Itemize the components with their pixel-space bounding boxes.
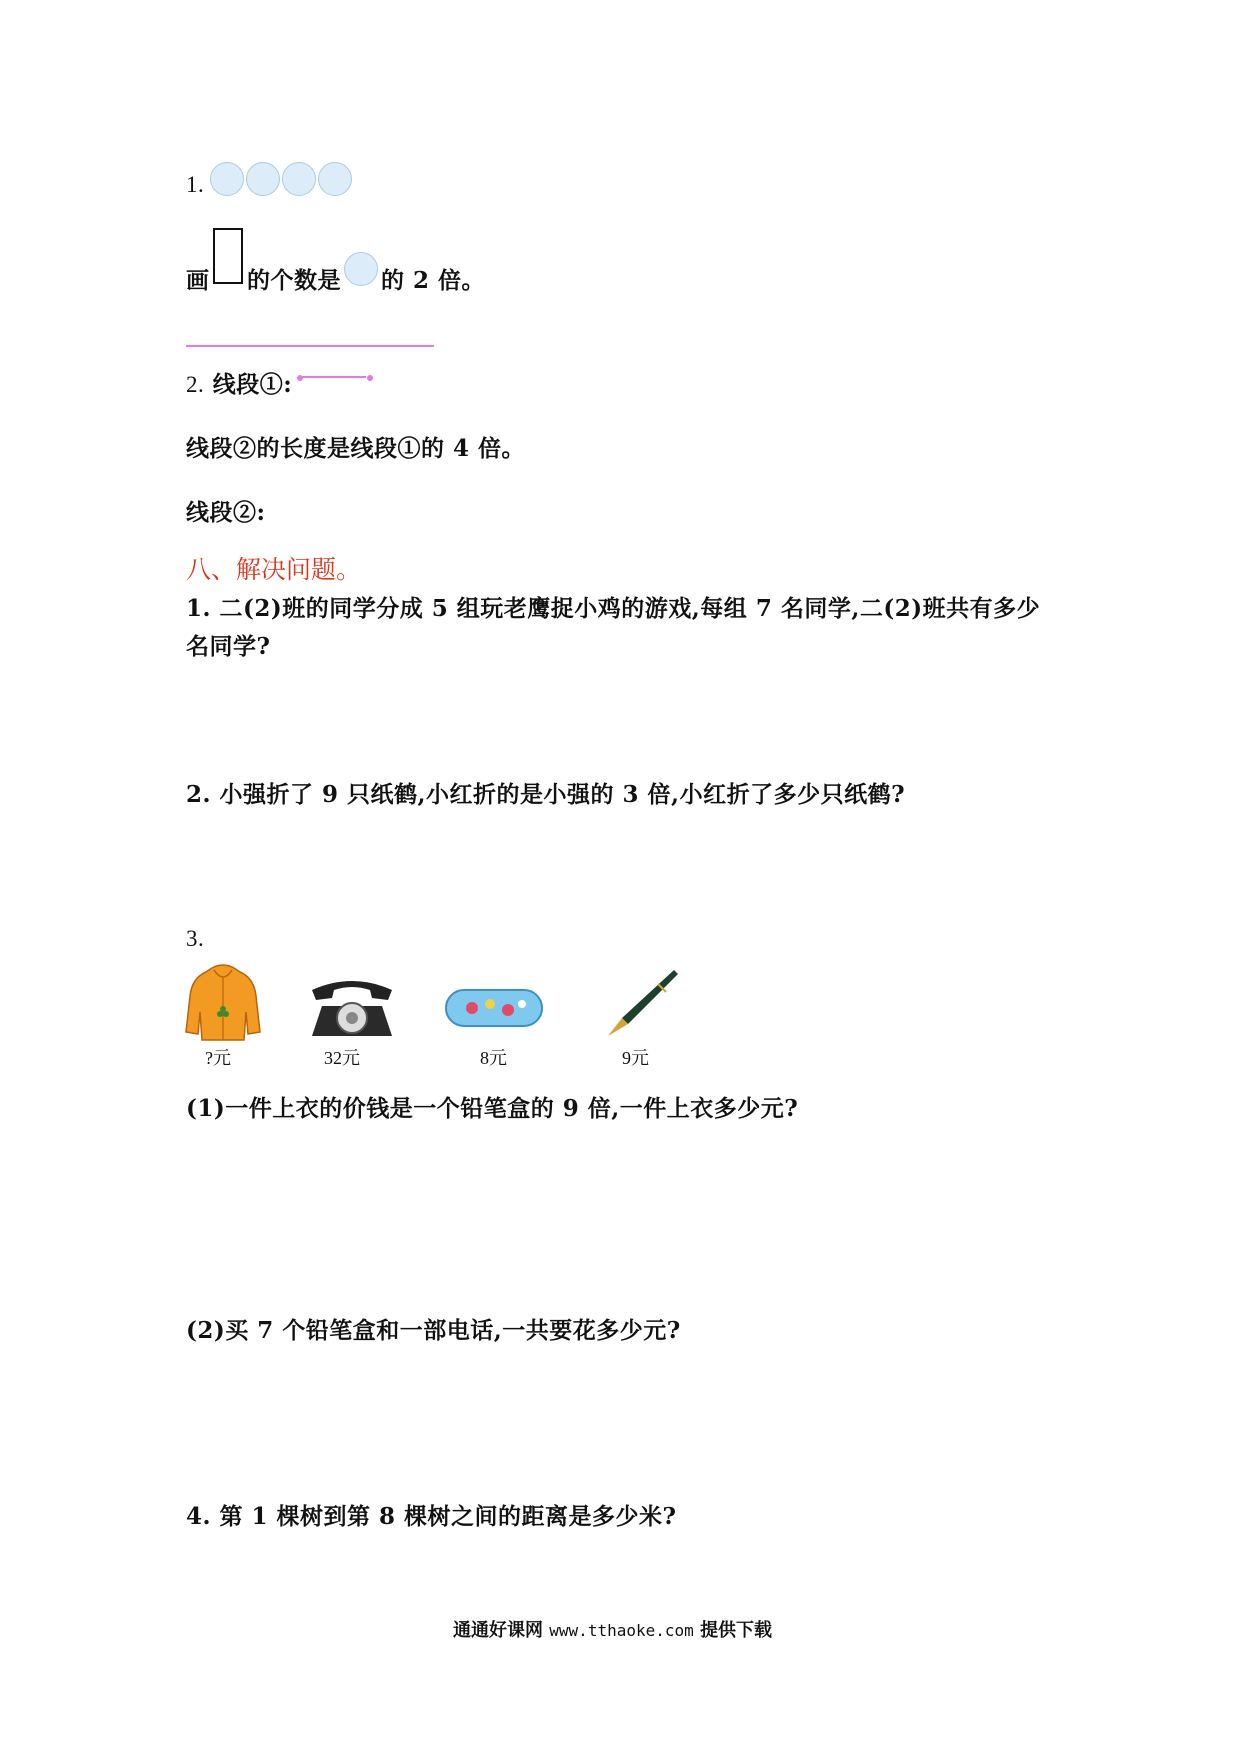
price-label: 9元: [622, 1048, 649, 1068]
q1-line-post: 的 2 倍。: [381, 267, 486, 294]
problem-3-sub-2: (2)买 7 个铅笔盒和一部电话,一共要花多少元?: [186, 1317, 681, 1344]
q2-segment2-label: 线段②:: [186, 499, 266, 526]
footer-suffix: 提供下载: [700, 1620, 773, 1641]
circle-shape: [318, 162, 352, 196]
q2-segment1-label: [186, 366, 292, 399]
section-heading: 八、解决问题。: [186, 555, 362, 584]
problem-3-number: 3.: [186, 926, 205, 951]
circle-shape: [282, 162, 316, 196]
segment-line: [302, 376, 366, 378]
pencil-box-icon: [444, 986, 544, 1030]
circle-shape: [246, 162, 280, 196]
q2-number: 2.: [186, 372, 205, 397]
circle-shape: [210, 162, 244, 196]
q1-number: 1.: [186, 172, 205, 197]
problem-1-line-1: 1. 二(2)班的同学分成 5 组玩老鹰捉小鸡的游戏,每组 7 名同学,二(2)班共有多少: [186, 595, 1041, 622]
segment1-label: 线段①:: [212, 371, 293, 398]
circle-shape: [344, 252, 378, 286]
footer-url[interactable]: www.tthaoke.com: [549, 1621, 694, 1640]
problem-3-sub-1: (1)一件上衣的价钱是一个铅笔盒的 9 倍,一件上衣多少元?: [186, 1095, 799, 1122]
footer-site: 通通好课网: [453, 1620, 543, 1641]
pen-icon: [598, 970, 682, 1040]
q2-statement: 线段②的长度是线段①的 4 倍。: [186, 435, 526, 462]
rectangle-shape: [213, 228, 243, 284]
jacket-icon: [184, 962, 262, 1044]
price-label: 8元: [480, 1048, 507, 1068]
problem-1-line-2: 名同学?: [186, 633, 271, 660]
telephone-icon: [308, 976, 396, 1040]
divider-line: [186, 345, 434, 347]
segment-endpoint: [367, 375, 373, 381]
problem-4: 4. 第 1 棵树到第 8 棵树之间的距离是多少米?: [186, 1503, 677, 1530]
page-footer: [453, 1616, 772, 1642]
q1-line-pre: 画: [186, 267, 210, 294]
price-label: 32元: [324, 1048, 360, 1068]
problem-2: 2. 小强折了 9 只纸鹤,小红折的是小强的 3 倍,小红折了多少只纸鹤?: [186, 781, 906, 808]
q1-line-mid: 的个数是: [247, 267, 341, 294]
price-label: ?元: [205, 1048, 231, 1068]
